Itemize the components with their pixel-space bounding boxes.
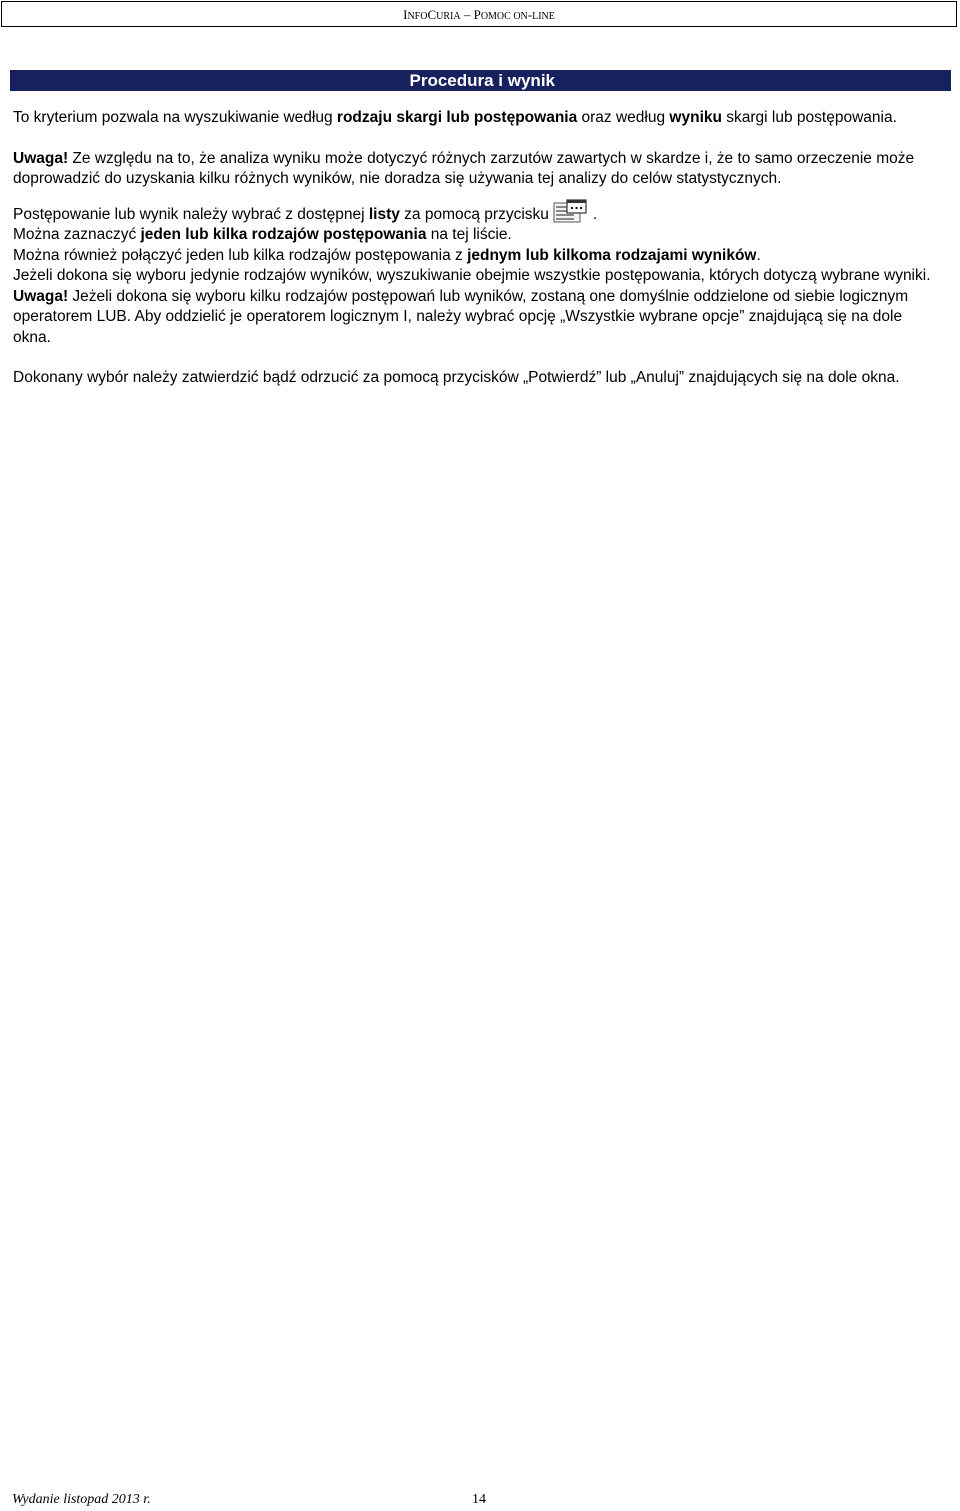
text: Postępowanie lub wynik należy wybrać z dostępnej xyxy=(13,205,369,223)
footer-edition: Wydanie listopad 2013 r. xyxy=(12,1492,151,1507)
spacer xyxy=(13,348,943,368)
paragraph-warning xyxy=(13,149,943,190)
header-text: C xyxy=(427,7,437,22)
text: Jeżeli dokona się wyboru jedynie rodzajów wyników, wyszukiwanie obejmie wszystkie postępowania, których dotyczą wybrane wyniki. xyxy=(13,267,931,284)
section-title: Procedura i wynik xyxy=(10,70,951,91)
spacer xyxy=(13,129,943,149)
page-number: 14 xyxy=(472,1492,486,1507)
text: To kryterium pozwala na wyszukiwanie według xyxy=(13,109,337,126)
bold-text: rodzaju skargi lub postępowania xyxy=(336,109,578,126)
warning-label: Uwaga! xyxy=(13,287,69,305)
body-content xyxy=(13,108,943,389)
text: skargi lub postępowania. xyxy=(721,109,897,126)
text: Można zaznaczyć xyxy=(13,226,141,243)
paragraph-results-only xyxy=(13,266,943,287)
text: . xyxy=(756,246,761,264)
text: na tej liście. xyxy=(426,226,512,243)
bold-text: jeden lub kilka rodzajów postępowania xyxy=(140,226,427,243)
header-text: – xyxy=(460,7,474,22)
paragraph-combine xyxy=(13,246,943,267)
header-text: URIA xyxy=(436,11,461,22)
text: . xyxy=(592,205,598,223)
paragraph-warning-operator xyxy=(13,287,943,349)
text: za pomocą przycisku xyxy=(399,205,549,223)
text: Ze względu na to, że analiza wyniku może dotyczyć różnych zarzutów zawartych w skardze i, że to samo orzeczenie może doprowadzić do uzyskania kilku różnych wyników, nie doradza się używania tej analizy do celów statystycznych. xyxy=(13,149,915,187)
page-header xyxy=(1,1,957,27)
header-text: OMOC ON xyxy=(480,11,528,22)
header-text: - xyxy=(527,7,533,22)
bold-text: listy xyxy=(368,205,400,223)
spacer xyxy=(13,190,943,199)
bold-text: wyniku xyxy=(669,109,722,126)
paragraph-select xyxy=(13,225,943,246)
text: Dokonany wybór należy zatwierdzić bądź odrzucić za pomocą przycisków „Potwierdź” lub „Anuluj” znajdujących się na dole okna. xyxy=(13,369,900,386)
bold-text: jednym lub kilkoma rodzajami wyników xyxy=(467,246,757,264)
paragraph-intro xyxy=(13,108,943,129)
paragraph-confirm xyxy=(13,368,943,389)
paragraph-list-button xyxy=(13,199,943,226)
text: oraz według xyxy=(577,109,670,126)
header-text: P xyxy=(473,7,481,22)
header-text: NFO xyxy=(407,11,428,22)
text: Jeżeli dokona się wyboru kilku rodzajów postępowań lub wyników, zostaną one domyślnie oddzielone od siebie logicznym operatorem LUB. Aby oddzielić je operatorem logicznym I, należy wybrać opcję „Wszystkie wybrane opcje” znajdującą się na dole okna. xyxy=(13,287,909,346)
text: Można również połączyć jeden lub kilka rodzajów postępowania z xyxy=(13,246,468,264)
list-select-icon[interactable] xyxy=(553,199,587,223)
warning-label: Uwaga! xyxy=(13,149,69,167)
header-text: LINE xyxy=(532,11,555,22)
header-text: I xyxy=(403,7,408,22)
